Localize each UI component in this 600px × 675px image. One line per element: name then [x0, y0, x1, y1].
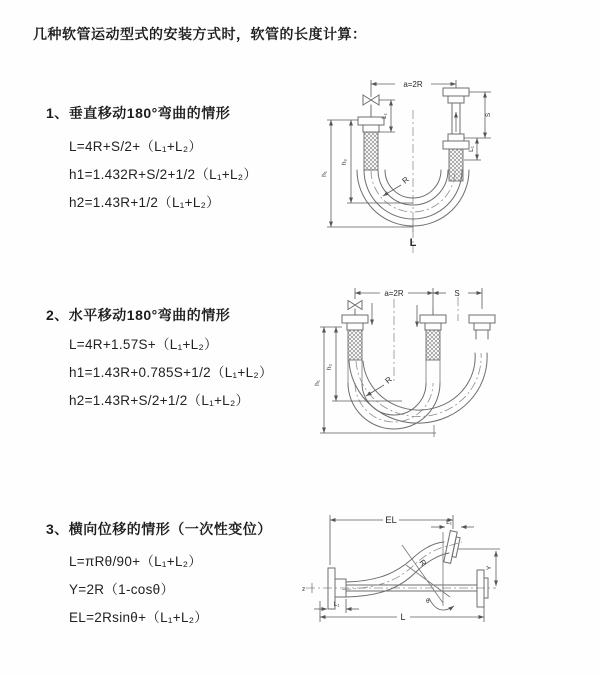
section3-formula-L: L=πRθ/90+（L₁+L₂）: [69, 554, 203, 569]
flange: [469, 315, 495, 323]
section1-formula-h1: h1=1.432R+S/2+1/2（L₁+L₂）: [69, 167, 258, 182]
flange: [342, 315, 368, 323]
section2-heading: 2、水平移动180°弯曲的情形: [46, 307, 231, 323]
dim-l1-top-label: L₁: [446, 519, 452, 526]
moved-flange: [444, 531, 461, 565]
dim-l1-right-label: L₁: [468, 146, 475, 152]
hose-wall: [346, 542, 444, 582]
dim-h2-label: h₂: [341, 158, 348, 166]
radius-r-label: R: [417, 557, 429, 568]
centerline-z-label: z: [302, 586, 306, 593]
section1-formula-h2: h2=1.43R+1/2（L₁+L₂）: [69, 195, 220, 210]
flange: [363, 125, 379, 132]
flange: [347, 323, 363, 330]
dim-h1-label: h₁: [321, 171, 328, 177]
dim-h2-label: h₂: [326, 363, 333, 371]
flange: [448, 134, 464, 141]
dim-h1-label: h₁: [314, 380, 321, 386]
dim-l-label: L: [409, 237, 417, 249]
flange: [420, 315, 446, 323]
valve-icon: [363, 95, 379, 117]
section3-formula-EL: EL=2Rsinθ+（L₁+L₂）: [69, 610, 209, 625]
section1-formula-L: L=4R+S/2+（L₁+L₂）: [69, 139, 203, 154]
angle-theta-label: θ: [426, 598, 430, 605]
radius-r-label: R: [383, 374, 394, 386]
flange: [474, 323, 490, 330]
hose-wall: [346, 553, 449, 597]
dim-a-2r-label: a=2R: [384, 289, 404, 298]
dim-l-label: L: [400, 612, 406, 622]
braided-hose: [348, 330, 362, 360]
braided-hose: [449, 149, 463, 181]
angle-arc: [429, 598, 454, 610]
radius-r-label: R: [400, 174, 411, 186]
dim-s-label: S: [485, 112, 492, 118]
section3-formula-Y: Y=2R（1-cosθ）: [69, 582, 175, 597]
flange: [425, 323, 441, 330]
flange: [443, 141, 469, 149]
lateral-displacement-diagram: [298, 505, 593, 645]
valve-icon: [348, 301, 362, 316]
flange: [443, 88, 469, 96]
section2-formula-h1: h1=1.43R+0.785S+1/2（L₁+L₂）: [69, 365, 273, 380]
dim-l1-left-label: L₁: [333, 601, 340, 608]
horizontal-180-bend-diagram: [310, 283, 580, 453]
dim-el-label: EL: [385, 515, 397, 526]
braided-hose: [426, 330, 440, 360]
flange: [448, 96, 464, 103]
braided-hose: [364, 132, 378, 170]
section2-formula-h2: h2=1.43R+S/2+1/2（L₁+L₂）: [69, 393, 250, 408]
dim-y-label: Y: [486, 565, 493, 571]
flange: [477, 570, 484, 607]
section3-heading: 3、横向位移的情形（一次性变位）: [46, 521, 272, 537]
section1-heading: 1、垂直移动180°弯曲的情形: [46, 105, 231, 121]
vertical-180-bend-diagram: [313, 70, 573, 260]
dim-a-2r-label: a=2R: [403, 80, 423, 89]
page-title: 几种软管运动型式的安装方式时，软管的长度计算：: [33, 26, 367, 42]
dim-s-label: S: [454, 289, 460, 298]
section2-formula-L: L=4R+1.57S+（L₁+L₂）: [69, 337, 218, 352]
dim-l1-left-label: L₁: [381, 113, 388, 119]
